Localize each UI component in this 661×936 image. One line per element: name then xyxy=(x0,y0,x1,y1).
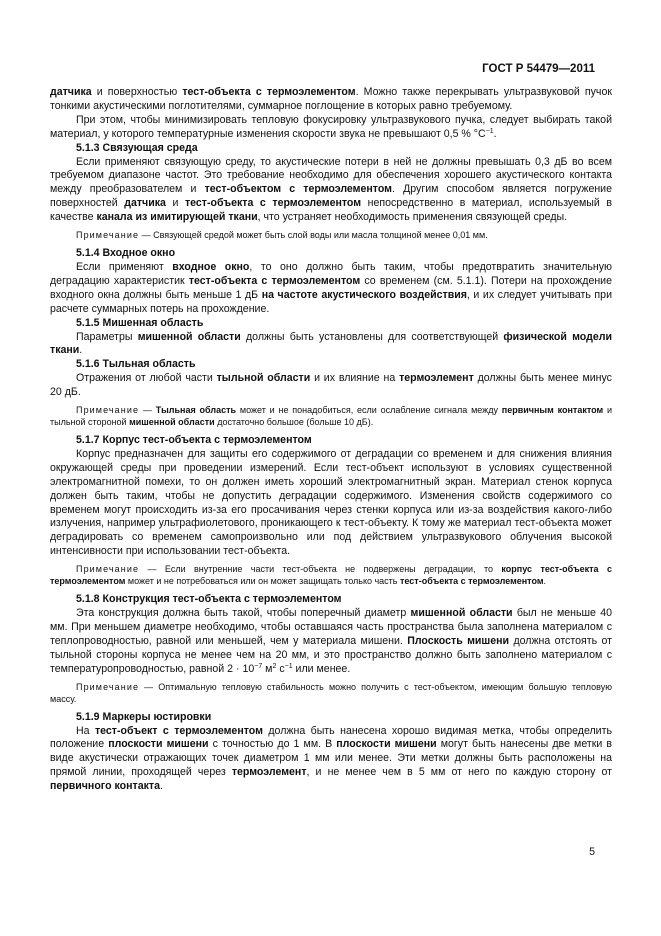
paragraph-5-1-3: Если применяют связующую среду, то акустические потери в ней не должны превышать 0,3 дБ во всем требуемом диапазоне частот. Это требование необходимо для обеспечения хорошего акустического контакта между преобразователем и тест-объектом с термоэлементом. Другим способом является погружение поверхностей датчика и тест-объекта с термоэлементом непосредственно в материал, используемый в качестве канала из имитирующей ткани, что устраняет необходимость применения связующей среды. xyxy=(50,155,612,224)
section-heading-5-1-5: 5.1.5 Мишенная область xyxy=(76,316,204,329)
paragraph-intro: датчика и поверхностью тест-объекта с термоэлементом. Можно также перекрывать ультразвуковой пучок тонкими акустическими поглотителями, суммарное поглощение в которых равно требуемому. xyxy=(50,86,612,112)
page-number: 5 xyxy=(589,846,595,858)
document-code-header: ГОСТ Р 54479—2011 xyxy=(482,63,595,75)
document-body xyxy=(50,86,612,794)
paragraph-5-1-7: Корпус предназначен для защиты его содержимого от деградации со временем и для снижения влияния окружающей среды при проведении измерений. Если тест-объект используют в условиях существенной электромагнитной помехи, то он должен иметь хороший электромагнитный экран. Материал стенок корпуса должен быть таким, чтобы не допустить деградации содержимого. Изменения свойств содержимого со временем могут происходить из-за его просачивания через стенки корпуса или из-за воздействия какого-либо излучения, например ультрафиолетового, проникающего к тест-объекту. К тому же материал тест-объекта может деградировать со временем самопроизвольно или под действием ультразвукового облучения высокой интенсивности при использовании тест-объекта. xyxy=(50,447,612,558)
paragraph-5-1-6: Отражения от любой части тыльной области и их влияние на термоэлемент должны быть менее минус 20 дБ. xyxy=(50,372,612,399)
paragraph-5-1-5: Параметры мишенной области должны быть установлены для соответствующей физической модели ткани. xyxy=(50,330,612,357)
paragraph-5-1-9: На тест-объект с термоэлементом должна быть нанесена хорошо видимая метка, чтобы определить положение плоскости мишени с точностью до 1 мм. В плоскости мишени могут быть нанесены две метки в виде акустически отражающих точек диаметром 1 мм или менее. Эти метки должны быть расположены на прямой линии, проходящей через термоэлемент, и не менее чем в 5 мм от него по каждую сторону от первичного контакта. xyxy=(50,724,612,793)
note-5-1-8: Примечание — Оптимальную тепловую стабильность можно получить с тест-объектом, имеющим большую тепловую массу. xyxy=(50,681,612,704)
paragraph-5-1-8: Эта конструкция должна быть такой, чтобы поперечный диаметр мишенной области был не меньше 40 мм. При меньшем диаметре необходимо, чтобы оставшаяся часть пространства была заполнена материалом с теплопроводностью, равной или меньшей, чем у материала мишени. Плоскость мишени должна отстоять от тыльной стороны корпуса не менее чем на 20 мм, и это пространство должно быть заполнено материалом с температуропроводностью, равной $2 \cdot 10^{-7}$ $м^2$ $с^{-1}$ или менее. xyxy=(50,607,612,675)
section-heading-5-1-9: 5.1.9 Маркеры юстировки xyxy=(76,710,212,723)
note-5-1-7: Примечание — Если внутренние части тест-объекта не подвержены деградации, то корпус тест-объекта с термоэлементом может и не потребоваться или он может защищать только часть тест-объекта с термоэлементом. xyxy=(50,564,612,587)
paragraph-5-1-4: Если применяют входное окно, то оно должно быть таким, чтобы предотвратить значительную деградацию характеристик тест-объекта с термоэлементом со временем (см. 5.1.1). Потери на прохождение входного окна должны быть меньше 1 дБ на частоте акустического воздействия, и их следует учитывать при расчете суммарных потерь на прохождение. xyxy=(50,260,612,315)
section-heading-5-1-7: 5.1.7 Корпус тест-объекта с термоэлементом xyxy=(76,434,312,447)
section-heading-5-1-6: 5.1.6 Тыльная область xyxy=(76,358,196,371)
section-heading-5-1-3: 5.1.3 Связующая среда xyxy=(76,141,198,154)
note-5-1-3: Примечание — Связующей средой может быть слой воды или масла толщиной менее 0,01 мм. xyxy=(76,230,488,241)
section-heading-5-1-4: 5.1.4 Входное окно xyxy=(76,247,176,260)
section-heading-5-1-8: 5.1.8 Конструкция тест-объекта с термоэлементом xyxy=(76,593,342,606)
note-5-1-6: Примечание — Тыльная область может и не понадобиться, если ослабление сигнала между первичным контактом и тыльной стороной мишенной области достаточно большое (больше 10 дБ). xyxy=(50,405,612,428)
paragraph-intro-2: При этом, чтобы минимизировать тепловую фокусировку ультразвукового пучка, следует выбирать такой материал, у которого температурные изменения скорости звука не превышают 0,5 % $^\circ C^{-1}$. xyxy=(50,113,612,140)
